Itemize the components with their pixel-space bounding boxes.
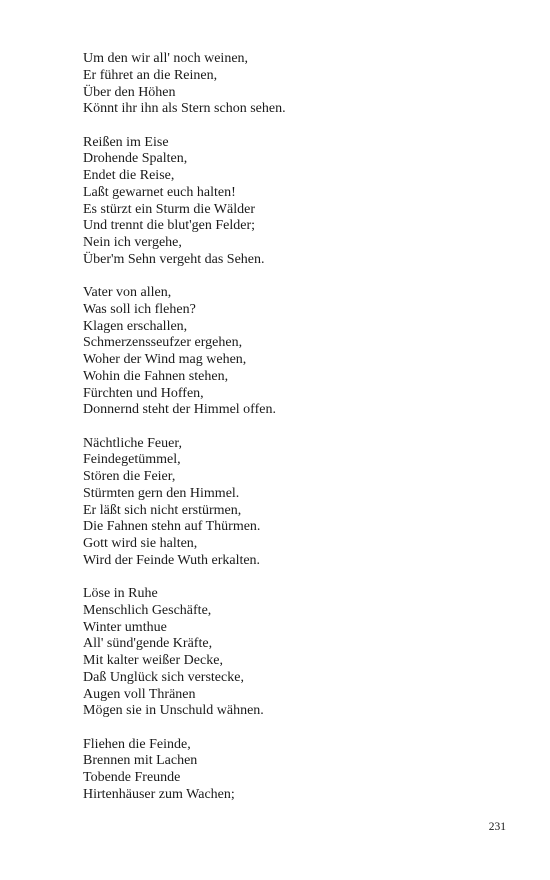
verse-line: Er führet an die Reinen, [83,67,218,83]
verse-line: Winter umthue [83,619,167,635]
stanza-1 [83,51,503,118]
verse-line: Laßt gewarnet euch halten! [83,184,236,200]
verse-line: Endet die Reise, [83,168,175,183]
poem-body [83,51,503,820]
verse-line: Über'm Sehn vergeht das Sehen. [83,251,265,267]
verse-line: Wohin die Fahnen stehen, [83,368,229,384]
verse-line: Woher der Wind mag wehen, [83,352,247,367]
verse-line: Fliehen die Feinde, [83,736,191,752]
verse-line: Er läßt sich nicht erstürmen, [83,502,242,518]
stanza-3 [83,285,503,419]
verse-line: Gott wird sie halten, [83,536,198,551]
stanza-2 [83,135,503,269]
verse-line: Und trennt die blut'gen Felder; [83,218,256,234]
page-number: 231 [488,821,506,833]
verse-line: Hirtenhäuser zum Wachen; [83,786,235,802]
verse-line: Nein ich vergehe, [83,235,182,250]
verse-line: Brennen mit Lachen [83,753,198,769]
verse-line: Tobende Freunde [83,770,181,785]
verse-line: Um den wir all' noch weinen, [83,51,249,66]
stanza-6 [83,737,503,804]
verse-line: All' sünd'gende Kräfte, [83,636,213,652]
verse-line: Klagen erschallen, [83,318,188,334]
verse-line: Drohende Spalten, [83,151,188,167]
verse-line: Feindegetümmel, [83,452,181,468]
verse-line: Nächtliche Feuer, [83,435,182,451]
verse-line: Mögen sie in Unschuld wähnen. [83,703,264,719]
verse-line: Könnt ihr ihn als Stern schon sehen. [83,101,286,117]
verse-line: Über den Höhen [83,84,176,100]
verse-line: Menschlich Geschäfte, [83,602,212,618]
verse-line: Wird der Feinde Wuth erkalten. [83,552,261,568]
stanza-4 [83,436,503,570]
verse-line: Reißen im Eise [83,134,169,150]
verse-line: Schmerzensseufzer ergehen, [83,335,243,351]
verse-line: Was soll ich flehen? [83,301,196,317]
verse-line: Augen voll Thränen [83,686,196,702]
verse-line: Daß Unglück sich verstecke, [83,669,244,685]
verse-line: Fürchten und Hoffen, [83,385,204,401]
verse-line: Donnernd steht der Himmel offen. [83,402,276,418]
stanza-5 [83,586,503,720]
verse-line: Es stürzt ein Sturm die Wälder [83,201,255,217]
verse-line: Stürmten gern den Himmel. [83,485,240,501]
verse-line: Vater von allen, [83,285,172,300]
verse-line: Stören die Feier, [83,469,176,484]
verse-line: Löse in Ruhe [83,586,158,601]
verse-line: Die Fahnen stehn auf Thürmen. [83,519,261,535]
verse-line: Mit kalter weißer Decke, [83,653,223,668]
